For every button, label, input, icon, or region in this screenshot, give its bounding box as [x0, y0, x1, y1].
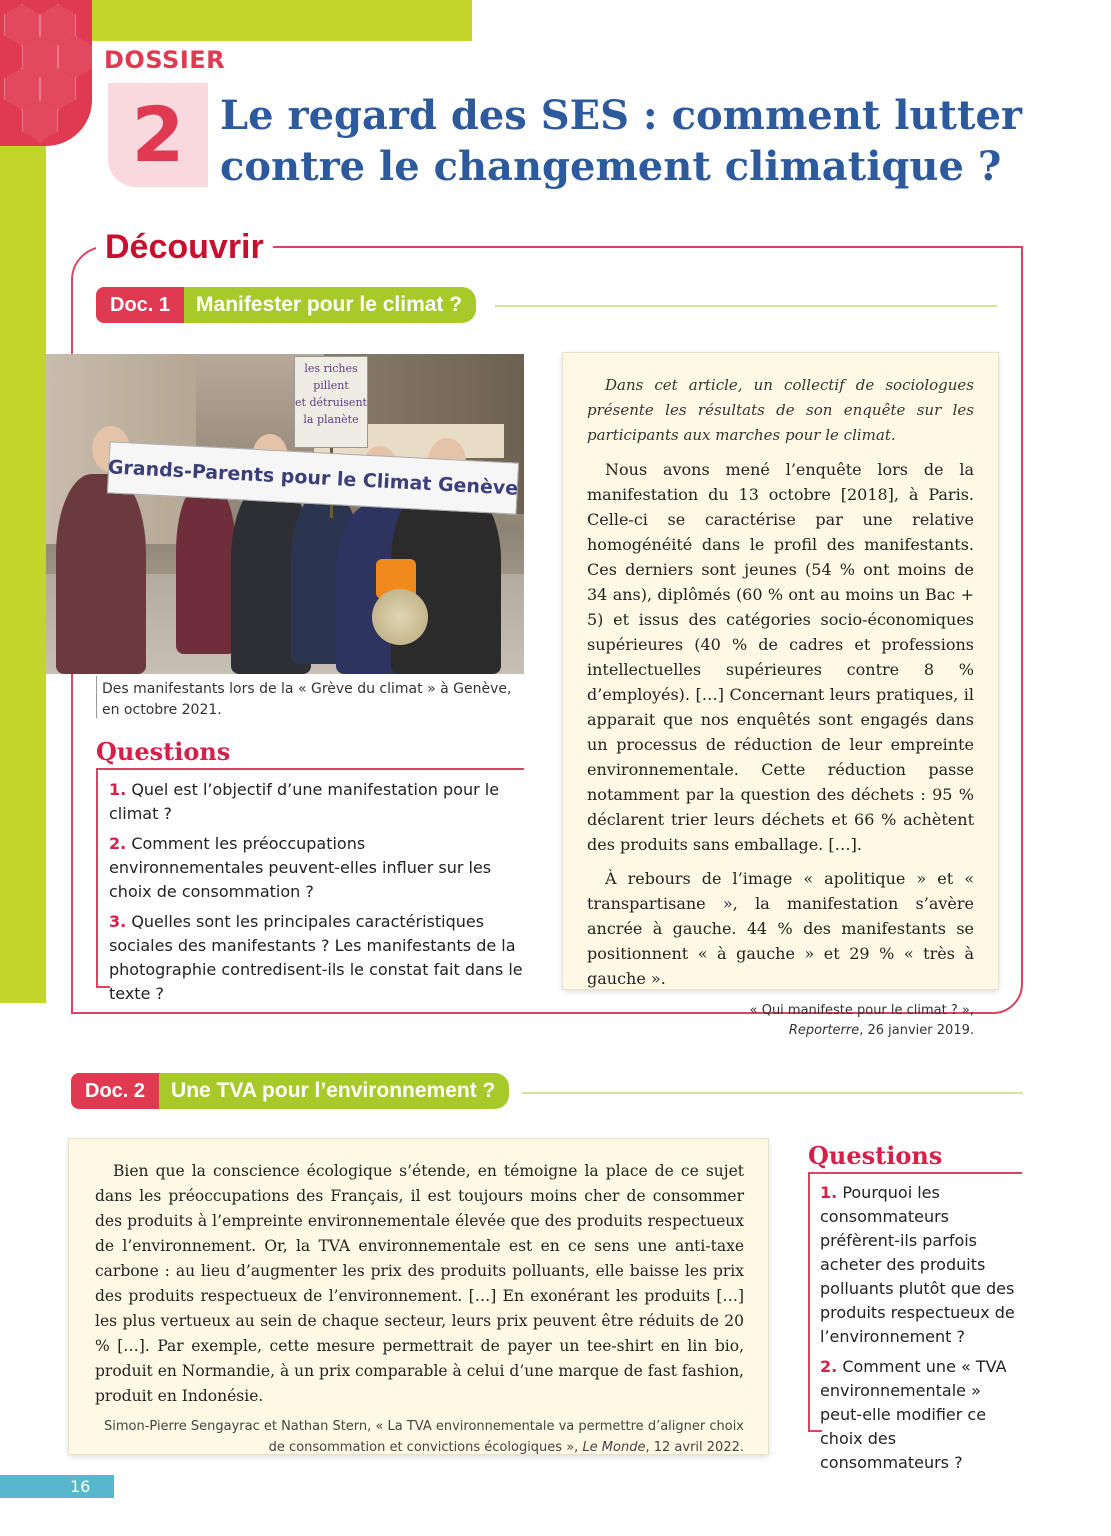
caption-line-2: en octobre 2021.: [102, 702, 222, 718]
doc1-questions-heading: Questions: [96, 737, 231, 766]
question-text: Pourquoi les consommateurs préfèrent-ils parfois acheter des produits polluants plutôt que des produits respectueux de l’environnement ?: [820, 1183, 1015, 1346]
question-number: 2.: [820, 1357, 838, 1376]
doc2-title: Une TVA pour l’environnement ?: [159, 1073, 509, 1109]
doc1-tag: [96, 287, 476, 323]
doc1-rule: [495, 305, 997, 307]
question-item: [820, 1355, 1025, 1475]
question-number: 2.: [109, 834, 127, 853]
doc1-title: Manifester pour le climat ?: [184, 287, 476, 323]
source-publication: Reporterre: [788, 1023, 860, 1038]
page-title: [220, 90, 1080, 192]
top-band: [46, 0, 472, 41]
question-item: [109, 778, 524, 826]
question-text: Comment les préoccupations environnementales peuvent-elles influer sur les choix de consommation ?: [109, 834, 492, 901]
title-line-1: Le regard des SES : comment lutter: [220, 92, 1022, 139]
question-text: Comment une « TVA environnementale » peut-elle modifier ce choix des consommateurs ?: [820, 1357, 1007, 1472]
dossier-number: 2: [131, 90, 185, 179]
source-date: , 12 avril 2022.: [645, 1440, 744, 1455]
caption-rule: [96, 676, 97, 718]
caption-line-1: Des manifestants lors de la « Grève du climat » à Genève,: [102, 681, 512, 697]
doc1-questions-foot: [96, 986, 110, 988]
sign-line-1: les riches pillent: [304, 362, 358, 392]
question-number: 1.: [109, 780, 127, 799]
title-line-2: contre le changement climatique ?: [220, 143, 1002, 190]
page-number-bar: [0, 1475, 114, 1498]
protest-photo: [46, 354, 524, 674]
side-band: [0, 0, 46, 1003]
article-paragraph: À rebours de l’image « apolitique » et « transpartisane », la manifestation s’avère ancrée à gauche. 44 % des manifestants se positionnent « à gauche » et 29 % « très à gauche ».: [587, 869, 974, 988]
doc2-questions-side-rule: [808, 1172, 810, 1432]
article-source: [95, 1416, 744, 1458]
doc2-questions-heading: Questions: [808, 1141, 943, 1170]
question-item: [109, 832, 524, 904]
source-title: « Qui manifeste pour le climat ? »,: [749, 1003, 974, 1018]
doc2-question-list: [820, 1181, 1025, 1481]
photo-caption: [102, 679, 522, 721]
protest-banner: Grands-Parents pour le Climat Genève: [107, 441, 519, 514]
source-line-1: Simon-Pierre Sengayrac et Nathan Stern, « La TVA environnementale va permettre d’aligner choix: [103, 1419, 744, 1434]
decouvrir-heading: Découvrir: [96, 228, 273, 267]
question-text: Quelles sont les principales caractéristiques sociales des manifestants ? Les manifestants de la photographie contredisent-ils le constat fait dans le texte ?: [109, 912, 523, 1003]
page-number: 16: [70, 1477, 91, 1496]
question-item: [820, 1181, 1025, 1349]
doc1-questions-side-rule: [96, 768, 98, 988]
doc1-questions-rule: [96, 768, 524, 770]
source-line-2: de consommation et convictions écologiques »,: [268, 1440, 579, 1455]
article-intro: Dans cet article, un collectif de sociologues présente les résultats de son enquête sur les participants aux marches pour le climat.: [587, 376, 974, 444]
doc1-question-list: [109, 778, 524, 1012]
doc1-article-box: [563, 353, 998, 1038]
protest-sign: [294, 356, 368, 448]
source-publication: Le Monde: [582, 1440, 646, 1455]
doc2-rule: [522, 1092, 1023, 1094]
doc2-questions-rule: [808, 1172, 1022, 1174]
question-text: Quel est l’objectif d’une manifestation pour le climat ?: [109, 780, 500, 823]
doc1-number: Doc. 1: [96, 287, 184, 323]
question-number: 1.: [820, 1183, 838, 1202]
sign-line-3: la planète: [303, 413, 359, 426]
source-date: , 26 janvier 2019.: [859, 1023, 974, 1038]
article-source: [587, 1001, 974, 1041]
section-label: DOSSIER: [104, 46, 226, 74]
doc2-article-box: [69, 1139, 768, 1454]
corner-pattern: [0, 0, 92, 146]
sign-line-2: et détruisent: [295, 396, 367, 409]
article-paragraph: Nous avons mené l’enquête lors de la manifestation du 13 octobre [2018], à Paris. Celle-ci se caractérise par une relative homogénéité dans le profil des manifestants. Ces derniers sont jeunes (54 % ont moins de 34 ans), diplômés (60 % ont au moins un Bac + 5) et issus des catégories socio-économiques supérieures (40 % de cadres et professions intellectuelles supérieures contre 8 % d’employés). […] Concernant leurs pratiques, il apparait que nos enquêtés sont engagés dans un processus de réduction de leur empreinte environnementale. Cette réduction passe notamment par la question des déchets : 95 % déclarent trier leurs déchets et 66 % achètent des produits sans emballage. […].: [587, 460, 974, 854]
question-number: 3.: [109, 912, 127, 931]
doc2-number: Doc. 2: [71, 1073, 159, 1109]
question-item: [109, 910, 524, 1006]
article-paragraph: Bien que la conscience écologique s’étende, en témoigne la place de ce sujet dans les préoccupations des Français, il est toujours moins cher de consommer des produits à l’empreinte environnementale élevée que des produits respectueux de l’environnement. Or, la TVA environnementale est en ce sens une anti-taxe carbone : au lieu d’augmenter les prix des produits polluants, elle baisse les prix des produits respectueux de l’environnement. […] En exonérant les produits […] les plus vertueux au sein de chaque secteur, leurs prix peuvent être réduits de 20 % […]. Par exemple, cette mesure permettrait de payer un tee-shirt en lin bio, produit en Normandie, à un prix comparable à celui d’une marque de fast fashion, produit en Indonésie.: [95, 1162, 744, 1405]
doc2-tag: [71, 1073, 509, 1109]
